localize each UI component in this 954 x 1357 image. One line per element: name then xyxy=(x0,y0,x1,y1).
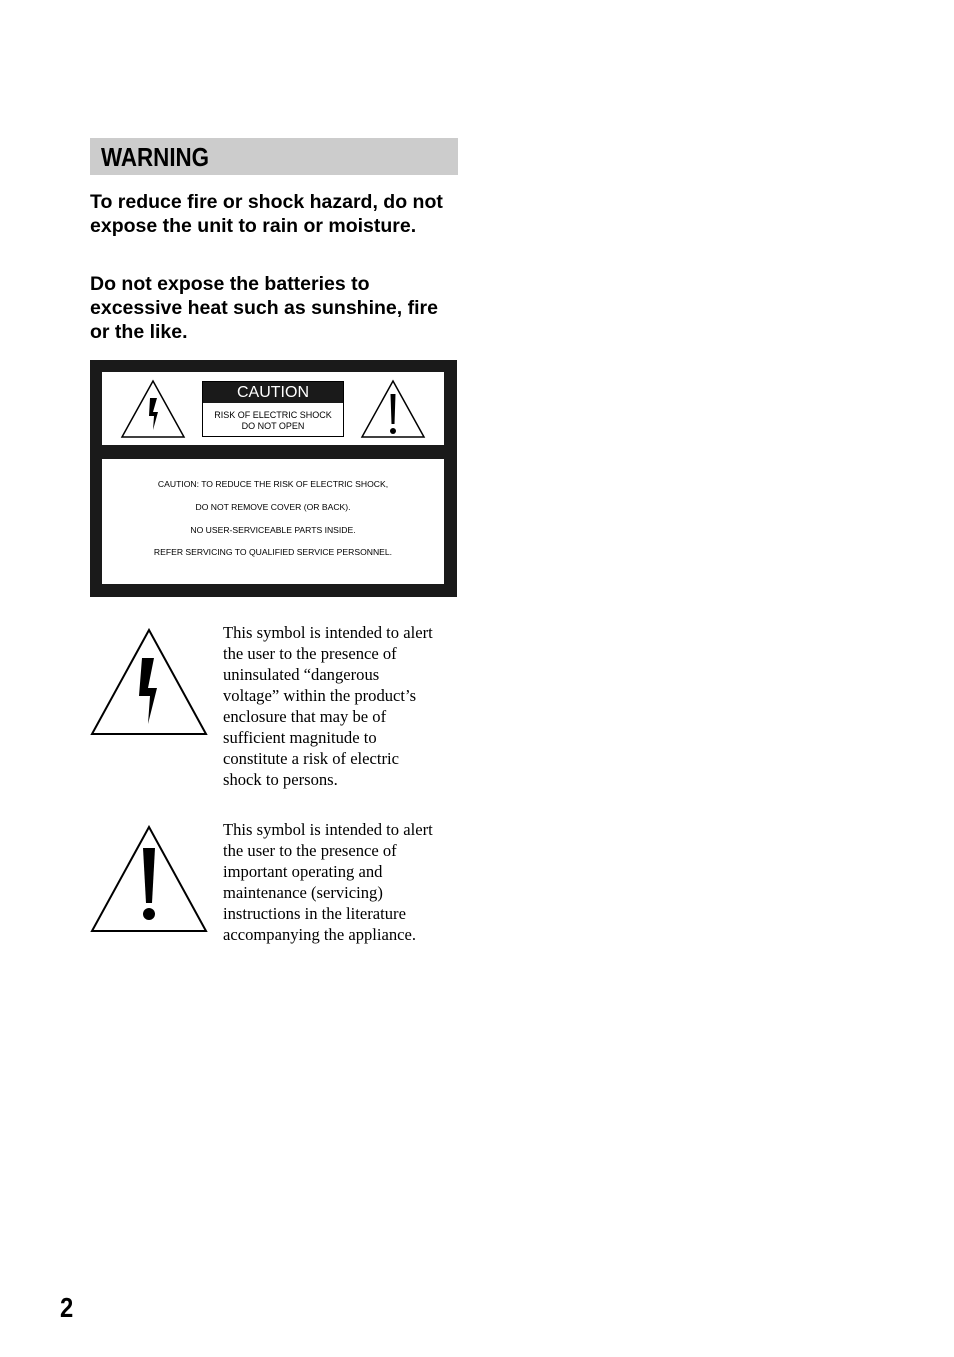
caution-plate-line-1: RISK OF ELECTRIC SHOCK xyxy=(214,410,332,420)
warning-heading-bar xyxy=(90,138,458,175)
lightning-symbol-text: This symbol is intended to alert the user to the presence of uninsulated “dangerous voltage” within the product’s enclosure that may be of sufficient magnitude to constitute a risk of electric shock to persons. xyxy=(223,623,433,789)
warning-paragraph-rain: To reduce fire or shock hazard, do not expose the unit to rain or moisture. xyxy=(90,191,443,237)
caution-line-1: CAUTION: TO REDUCE THE RISK OF ELECTRIC SHOCK, xyxy=(157,479,389,489)
warning-paragraph-batteries: Do not expose the batteries to excessive heat such as sunshine, fire or the like. xyxy=(90,273,438,343)
page-number: 2 xyxy=(60,1292,74,1323)
exclamation-symbol-text: This symbol is intended to alert the user to the presence of important operating and maintenance (servicing) instructions in the literature accompanying the appliance. xyxy=(223,820,433,944)
exclamation-warning-icon xyxy=(360,378,426,440)
caution-line-3: NO USER-SERVICEABLE PARTS INSIDE. xyxy=(190,525,356,535)
lightning-warning-icon xyxy=(120,378,186,440)
exclamation-warning-icon xyxy=(90,825,208,933)
lightning-warning-icon xyxy=(90,628,208,736)
warning-title: WARNING xyxy=(101,142,210,172)
caution-label-bottom-panel xyxy=(102,459,444,584)
caution-line-2: DO NOT REMOVE COVER (OR BACK). xyxy=(195,502,351,512)
caution-plate-line-2: DO NOT OPEN xyxy=(241,421,305,431)
caution-label-top-panel xyxy=(102,372,444,445)
caution-plate-header: CAUTION xyxy=(203,382,343,403)
caution-plate xyxy=(202,381,344,437)
caution-label xyxy=(90,360,457,597)
caution-line-4: REFER SERVICING TO QUALIFIED SERVICE PERSONNEL. xyxy=(153,547,393,557)
